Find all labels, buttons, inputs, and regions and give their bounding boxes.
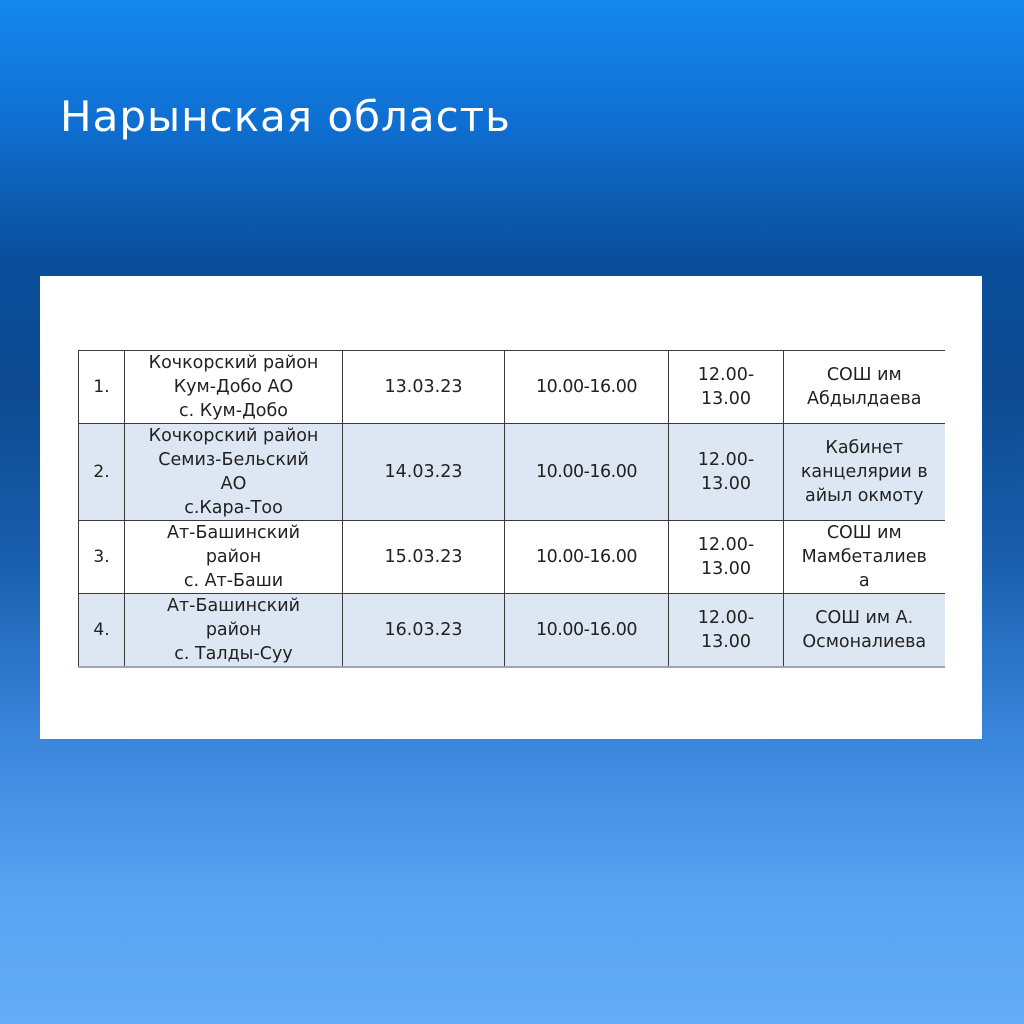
row-number: 1. bbox=[79, 351, 125, 424]
venue-cell: СОШ им Абдылдаева bbox=[784, 351, 945, 424]
break-cell: 12.00- 13.00 bbox=[669, 521, 784, 594]
venue-cell: СОШ им Мамбеталиев а bbox=[784, 521, 945, 594]
hours-cell: 10.00-16.00 bbox=[505, 351, 669, 424]
district-cell: Ат-Башинский район с. Ат-Баши bbox=[125, 521, 343, 594]
row-number: 2. bbox=[79, 424, 125, 521]
hours-cell: 10.00-16.00 bbox=[505, 521, 669, 594]
table-row bbox=[79, 424, 945, 521]
table-row bbox=[79, 351, 945, 424]
table-row bbox=[79, 521, 945, 594]
table-row bbox=[79, 594, 945, 668]
district-cell: Ат-Башинский район с. Талды-Суу bbox=[125, 594, 343, 668]
hours-cell: 10.00-16.00 bbox=[505, 424, 669, 521]
row-number: 3. bbox=[79, 521, 125, 594]
date-cell: 15.03.23 bbox=[343, 521, 505, 594]
date-cell: 13.03.23 bbox=[343, 351, 505, 424]
venue-cell: Кабинет канцелярии в айыл окмоту bbox=[784, 424, 945, 521]
break-cell: 12.00- 13.00 bbox=[669, 351, 784, 424]
venue-cell: СОШ им А. Осмоналиева bbox=[784, 594, 945, 668]
district-cell: Кочкорский район Кум-Добо АО с. Кум-Добо bbox=[125, 351, 343, 424]
schedule-card bbox=[40, 276, 982, 739]
row-number: 4. bbox=[79, 594, 125, 668]
district-cell: Кочкорский район Семиз-Бельский АО с.Кара-Тоо bbox=[125, 424, 343, 521]
schedule-table bbox=[78, 350, 945, 668]
break-cell: 12.00- 13.00 bbox=[669, 424, 784, 521]
break-cell: 12.00- 13.00 bbox=[669, 594, 784, 668]
date-cell: 16.03.23 bbox=[343, 594, 505, 668]
hours-cell: 10.00-16.00 bbox=[505, 594, 669, 668]
date-cell: 14.03.23 bbox=[343, 424, 505, 521]
page-title: Нарынская область bbox=[60, 92, 511, 141]
